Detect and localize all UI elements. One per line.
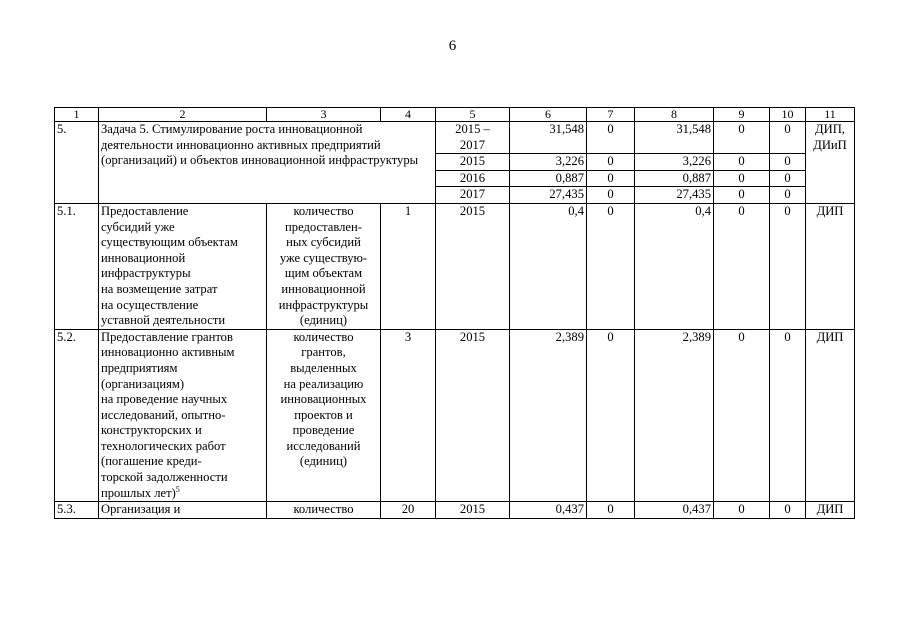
row-col10: 0 bbox=[770, 203, 806, 329]
indicator-value: 1 bbox=[381, 203, 436, 329]
task-total: 0,887 bbox=[510, 170, 587, 187]
task-period: 2016 bbox=[436, 170, 510, 187]
header-cell: 10 bbox=[770, 108, 806, 122]
header-cell: 3 bbox=[267, 108, 381, 122]
row-number: 5.3. bbox=[55, 502, 99, 519]
row-col10: 0 bbox=[770, 329, 806, 502]
row-total: 0,437 bbox=[510, 502, 587, 519]
row-col7: 0 bbox=[587, 329, 635, 502]
measure-name bbox=[99, 329, 267, 502]
row-col8: 0,437 bbox=[635, 502, 714, 519]
header-row bbox=[55, 108, 855, 122]
header-cell: 2 bbox=[99, 108, 267, 122]
row-total: 2,389 bbox=[510, 329, 587, 502]
task-col9: 0 bbox=[714, 187, 770, 204]
task-col10: 0 bbox=[770, 122, 806, 154]
task-number: 5. bbox=[55, 122, 99, 204]
header-cell: 1 bbox=[55, 108, 99, 122]
row-executor: ДИП bbox=[806, 203, 855, 329]
task-period: 2017 bbox=[436, 187, 510, 204]
task-col7: 0 bbox=[587, 122, 635, 154]
footnote-mark: 5 bbox=[175, 484, 180, 494]
row-executor: ДИП bbox=[806, 329, 855, 502]
row-col8: 2,389 bbox=[635, 329, 714, 502]
row-col7: 0 bbox=[587, 203, 635, 329]
task-row bbox=[55, 122, 855, 154]
table-row bbox=[55, 502, 855, 519]
task-col10: 0 bbox=[770, 154, 806, 171]
row-total: 0,4 bbox=[510, 203, 587, 329]
indicator-value: 3 bbox=[381, 329, 436, 502]
row-col8: 0,4 bbox=[635, 203, 714, 329]
row-year: 2015 bbox=[436, 329, 510, 502]
indicator-name: количество предоставлен- ных субсидий уже существую- щим объектам инновационной инфраструктуры (единиц) bbox=[267, 203, 381, 329]
row-col7: 0 bbox=[587, 502, 635, 519]
table-row bbox=[55, 329, 855, 502]
task-col8: 3,226 bbox=[635, 154, 714, 171]
task-col8: 0,887 bbox=[635, 170, 714, 187]
task-col7: 0 bbox=[587, 187, 635, 204]
row-number: 5.1. bbox=[55, 203, 99, 329]
task-total: 31,548 bbox=[510, 122, 587, 154]
measure-name-text: Предоставление грантов инновационно активным предприятиям (организациям) на проведение научных исследований, опытно- конструкторских и технологических работ (погашение креди- торской задолженности прошлых лет) bbox=[101, 329, 235, 500]
header-cell: 6 bbox=[510, 108, 587, 122]
task-period: 2015 bbox=[436, 154, 510, 171]
header-cell: 7 bbox=[587, 108, 635, 122]
task-title: Задача 5. Стимулирование роста инновационной деятельности инновационно активных предприятий (организаций) и объектов инновационной инфраструктуры bbox=[99, 122, 436, 204]
table-row bbox=[55, 203, 855, 329]
measure-name: Предоставление субсидий уже существующим объектам инновационной инфраструктуры на возмещение затрат на осуществление уставной деятельности bbox=[99, 203, 267, 329]
row-col10: 0 bbox=[770, 502, 806, 519]
indicator-name: количество bbox=[267, 502, 381, 519]
task-col9: 0 bbox=[714, 170, 770, 187]
page-number: 6 bbox=[448, 38, 457, 54]
task-col9: 0 bbox=[714, 154, 770, 171]
row-col9: 0 bbox=[714, 203, 770, 329]
row-year: 2015 bbox=[436, 203, 510, 329]
row-executor: ДИП bbox=[806, 502, 855, 519]
measure-name: Организация и bbox=[99, 502, 267, 519]
header-cell: 4 bbox=[381, 108, 436, 122]
task-executor: ДИП, ДИиП bbox=[806, 122, 855, 204]
row-year: 2015 bbox=[436, 502, 510, 519]
indicator-name: количество грантов, выделенных на реализацию инновационных проектов и проведение исследований (единиц) bbox=[267, 329, 381, 502]
header-cell: 8 bbox=[635, 108, 714, 122]
task-col7: 0 bbox=[587, 154, 635, 171]
row-number: 5.2. bbox=[55, 329, 99, 502]
task-col10: 0 bbox=[770, 187, 806, 204]
task-col10: 0 bbox=[770, 170, 806, 187]
header-cell: 9 bbox=[714, 108, 770, 122]
header-cell: 11 bbox=[806, 108, 855, 122]
indicator-value: 20 bbox=[381, 502, 436, 519]
task-col9: 0 bbox=[714, 122, 770, 154]
task-period: 2015 – 2017 bbox=[436, 122, 510, 154]
header-cell: 5 bbox=[436, 108, 510, 122]
program-table bbox=[54, 107, 855, 519]
task-total: 3,226 bbox=[510, 154, 587, 171]
row-col9: 0 bbox=[714, 502, 770, 519]
task-total: 27,435 bbox=[510, 187, 587, 204]
row-col9: 0 bbox=[714, 329, 770, 502]
task-col7: 0 bbox=[587, 170, 635, 187]
task-col8: 27,435 bbox=[635, 187, 714, 204]
task-col8: 31,548 bbox=[635, 122, 714, 154]
